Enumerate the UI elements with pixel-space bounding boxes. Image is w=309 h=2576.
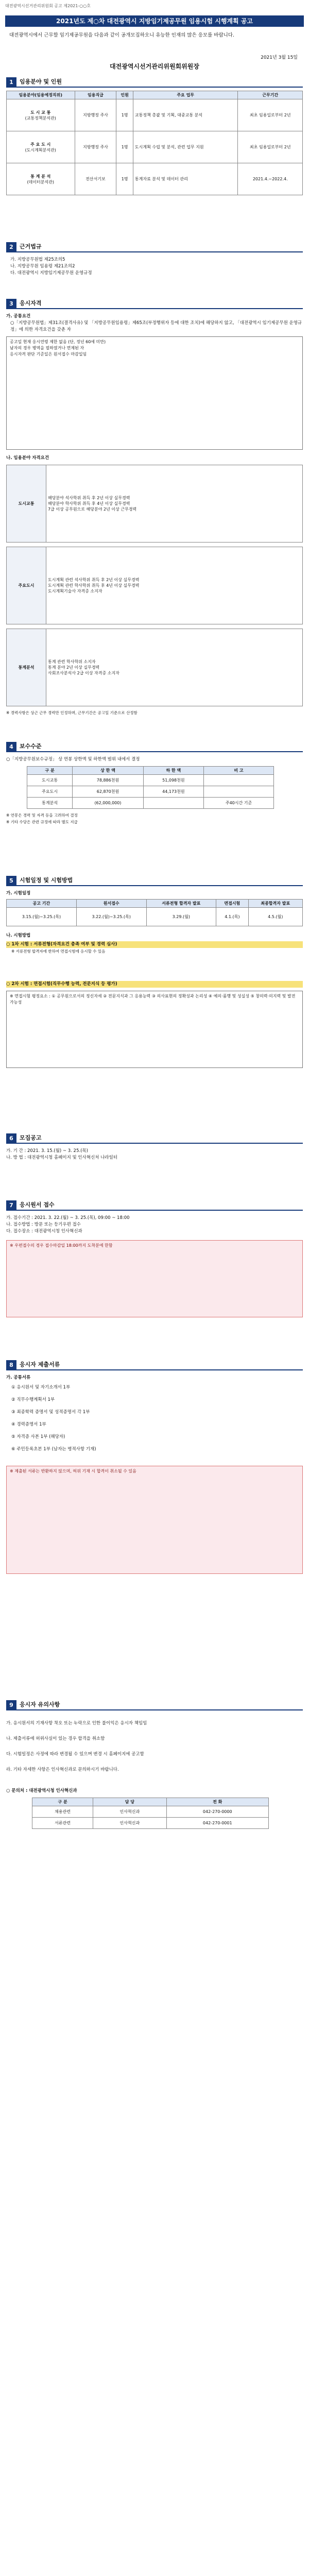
method-item: ○ 1차 시험 : 서류전형(자격요건 충족 여부 및 경력 심사): [6, 941, 303, 948]
doc-item: ⑥ 주민등록초본 1부 (남자는 병적사항 기재): [11, 1447, 96, 1452]
section-laws: [6, 242, 303, 277]
section-notices: [6, 1700, 303, 1829]
notice-item: 라. 기타 자세한 사항은 인사혁신과로 문의하시기 바랍니다.: [6, 1767, 119, 1772]
issuer: 대전광역시선거관리위원회위원장: [110, 63, 199, 70]
section-number: 4: [6, 742, 16, 752]
section-number: 9: [6, 1700, 16, 1710]
qual-item: 7급 이상 공무원으로 해당분야 2년 이상 근무경력: [48, 507, 137, 512]
table-row: 도 시 교 통 (교통정책분석관) 지방행정 주사 1명 교통정책 총괄 및 기획, 대중교통 분석 최초 임용일로부터 2년: [7, 99, 303, 131]
qual-notes-box: [6, 336, 303, 450]
apply-period: 가. 접수기간 : 2021. 3. 22.(월) ~ 3. 25.(목), 09:00 ~ 18:00: [6, 1215, 130, 1221]
table-row: 주 요 도 시 (도시계획분석관) 지방행정 주사 1명 도시계획 수립 및 분석, 관련 업무 지원 최초 임용일로부터 2년: [7, 131, 303, 163]
docs-label: 가. 공통서류: [6, 1375, 31, 1380]
table-row: 채용관련 인사혁신과 042-270-0000: [32, 1806, 269, 1818]
qual-text: ○「지방공무원법」제31조(결격사유) 및 「지방공무원임용령」제65조(부정행위자 등에 대한 조치)에 해당하지 않고, 「대전광역시 임기제공무원 운영규정」에 의한 자격요건을 갖춘 자: [10, 320, 302, 332]
qual-footnote: ※ 경력사항은 상근 근무 경력만 인정하며, 근무기간은 공고일 기준으로 산정함: [6, 710, 138, 715]
apply-method: 나. 접수방법 : 방문 또는 등기우편 접수: [6, 1222, 81, 1227]
section-number: 2: [6, 242, 16, 252]
law-item: 다. 대전광역시 지방임기제공무원 운영규정: [10, 270, 92, 276]
qual-item: 도시계획 관련 석사학위 취득 후 2년 이상 실무경력: [48, 578, 140, 582]
qual-sub-label: 나. 임용분야 자격요건: [6, 455, 49, 461]
law-item: 나. 지방공무원 임용령 제21조의2: [10, 264, 75, 269]
pay-note: ※ 기타 수당은 관련 규정에 따라 별도 지급: [6, 820, 78, 824]
schedule-table: 공고 기간 원서접수 서류전형 합격자 발표 면접시험 최종합격자 발표 3.15.(월)~3.25.(목) 3.22.(월)~3.25.(목) 3.29.(월) 4.1.(목) 4.5.(월): [6, 899, 303, 926]
notice-title: 2021년도 제○차 대전광역시 지방임기제공무원 임용시험 시행계획 공고: [5, 15, 304, 27]
notice-item: 나. 제출서류에 허위사실이 있는 경우 합격을 취소함: [6, 1736, 105, 1741]
qual-note: 응시자격 판단 기준일은 원서접수 마감일임: [10, 352, 87, 357]
notice-item: 다. 시험일정은 사정에 따라 변경될 수 있으며 변경 시 홈페이지에 공고함: [6, 1752, 144, 1757]
notice-number: 대전광역시선거관리위원회 공고 제2021-○○호: [5, 4, 91, 8]
pay-note: ※ 연봉은 경력 및 자격 등을 고려하여 결정: [6, 813, 78, 818]
qual-item: 통계 관련 학사학위 소지자: [48, 659, 96, 664]
interview-criteria-box: [6, 991, 303, 1068]
table-row: 3.15.(월)~3.25.(목) 3.22.(월)~3.25.(목) 3.29.(월) 4.1.(목) 4.5.(월): [7, 908, 303, 926]
apply-place: 다. 접수장소 : 대전광역시청 인사혁신과: [6, 1229, 82, 1234]
col-header: 인원: [116, 91, 133, 99]
notice-date: 2021년 3월 15일: [261, 55, 298, 60]
section-number: 6: [6, 1133, 16, 1144]
section-title: 응시원서 접수: [16, 1200, 303, 1211]
section-documents: [6, 1360, 303, 1574]
section-title: 응시자 제출서류: [16, 1360, 303, 1370]
section-schedule: [6, 876, 303, 1068]
section-title: 임용분야 및 인원: [16, 77, 303, 88]
posting-period: 가. 기 간 : 2021. 3. 15.(월) ~ 3. 25.(목): [6, 1148, 88, 1154]
section-number: 5: [6, 876, 16, 886]
contact-label: ○ 문의처 : 대전광역시청 인사혁신과: [6, 1788, 77, 1793]
notice-item: 가. 응시원서의 기재사항 착오 또는 누락으로 인한 불이익은 응시자 책임임: [6, 1721, 147, 1726]
doc-item: ② 직무수행계획서 1부: [11, 1397, 55, 1402]
qual-item: 도시계획 관련 학사학위 취득 후 4년 이상 실무경력: [48, 583, 140, 588]
qual-note: 남자의 경우 병역을 필하였거나 면제된 자: [10, 346, 84, 350]
section-pay: [6, 742, 303, 825]
section-number: 7: [6, 1200, 16, 1211]
qual-label: 가. 공통요건: [6, 314, 31, 319]
doc-item: ⑤ 자격증 사본 1부 (해당자): [11, 1434, 65, 1439]
schedule-label: 가. 시험일정: [6, 891, 31, 896]
qual-item: 도시계획기술사 자격증 소지자: [48, 589, 102, 594]
posting-place: 나. 방 법 : 대전광역시청 홈페이지 및 인사혁신처 나라일터: [6, 1155, 118, 1160]
section-number: 1: [6, 77, 16, 88]
method-note: ※ 서류전형 합격자에 한하여 면접시험에 응시할 수 있음: [11, 949, 106, 954]
table-row: 통계분석 (62,000,000) 주40시간 기준: [27, 798, 274, 809]
method-note: ※ 면접시험 평정요소 : ① 공무원으로서의 정신자세 ② 전문지식과 그 응용능력 ③ 의사표현의 정확성과 논리성 ④ 예의·품행 및 성실성 ⑤ 창의력·의지력 및 발전가능성: [10, 994, 296, 1005]
docs-warning-box: [6, 1466, 303, 1574]
section-title: 모집공고: [16, 1133, 303, 1144]
qual-item: 사회조사분석사 2급 이상 자격증 소지자: [48, 671, 119, 675]
section-title: 응시자 유의사항: [16, 1700, 303, 1710]
col-header: 근무기간: [238, 91, 303, 99]
col-header: 임용직급: [75, 91, 116, 99]
method-label: 나. 시험방법: [6, 933, 31, 938]
doc-item: ① 응시원서 및 자기소개서 1부: [11, 1385, 71, 1390]
pay-intro: ○「지방공무원보수규정」 상 연봉 상한액 및 하한액 범위 내에서 결정: [6, 757, 140, 762]
qual-table-2: 주요도시 도시계획 관련 석사학위 취득 후 2년 이상 실무경력 도시계획 관련 학사학위 취득 후 4년 이상 실무경력 도시계획기술사 자격증 소지자: [6, 547, 303, 624]
qual-item: 해당분야 석사학위 취득 후 2년 이상 실무경력: [48, 496, 130, 500]
method-item: ○ 2차 시험 : 면접시험(직무수행 능력, 전문지식 등 평가): [6, 981, 303, 988]
section-posting: [6, 1133, 303, 1161]
apply-note: ※ 우편접수의 경우 접수마감일 18:00까지 도착분에 한함: [10, 1243, 113, 1248]
doc-item: ③ 최종학력 증명서 및 성적증명서 각 1부: [11, 1410, 90, 1415]
section-application: [6, 1200, 303, 1317]
doc-item: ④ 경력증명서 1부: [11, 1422, 46, 1427]
table-row: 서류관련 인사혁신과 042-270-0001: [32, 1818, 269, 1829]
qual-table-1: 도시교통 해당분야 석사학위 취득 후 2년 이상 실무경력 해당분야 학사학위 취득 후 4년 이상 실무경력 7급 이상 공무원으로 해당분야 2년 이상 근무경력: [6, 465, 303, 543]
table-row: 도시교통 78,886천원 51,098천원: [27, 775, 274, 786]
intro-text: 대전광역시에서 근무할 임기제공무원을 다음과 같이 공개모집하오니 유능한 인재의 많은 응모를 바랍니다.: [9, 32, 235, 38]
qual-note: 공고일 현재 응시연령 제한 없음 (단, 정년 60세 미만): [10, 340, 106, 344]
section-title: 응시자격: [16, 299, 303, 309]
section-recruitment: [6, 77, 303, 195]
col-header: 임용분야(임용예정직위): [7, 91, 75, 99]
recruit-table: [6, 91, 303, 195]
apply-warning-box: [6, 1240, 303, 1317]
section-title: 근거법규: [16, 242, 303, 252]
section-number: 8: [6, 1360, 16, 1370]
qual-item: 통계 분야 2년 이상 실무경력: [48, 665, 100, 670]
table-row: 주요도시 62,870천원 44,173천원: [27, 786, 274, 798]
pay-table: 구 분 상 한 액 하 한 액 비 고 도시교통 78,886천원 51,098천원 주요도시 62,870천원 44,173천원 통계분석 (62,000,000) 주40시간 기준: [27, 766, 274, 809]
qual-table-3: 통계분석 통계 관련 학사학위 소지자 통계 분야 2년 이상 실무경력 사회조사분석사 2급 이상 자격증 소지자: [6, 629, 303, 706]
qual-item: 해당분야 학사학위 취득 후 4년 이상 실무경력: [48, 501, 130, 506]
section-title: 시험일정 및 시험방법: [16, 876, 303, 886]
section-title: 보수수준: [16, 742, 303, 752]
col-header: 주요 업무: [133, 91, 238, 99]
contact-table: 구 분 담 당 전 화 채용관련 인사혁신과 042-270-0000 서류관련 인사혁신과 042-270-0001: [32, 1798, 269, 1829]
section-qualifications: [6, 299, 303, 716]
table-row: 통 계 분 석 (데이터분석관) 전산서기보 1명 통계자료 분석 및 데이터 관리 2021.4.~2022.4.: [7, 163, 303, 195]
law-item: 가. 지방공무원법 제25조의5: [10, 257, 65, 262]
docs-warning: ※ 제출된 서류는 반환하지 않으며, 허위 기재 시 합격이 취소될 수 있음: [10, 1469, 136, 1473]
section-number: 3: [6, 299, 16, 309]
